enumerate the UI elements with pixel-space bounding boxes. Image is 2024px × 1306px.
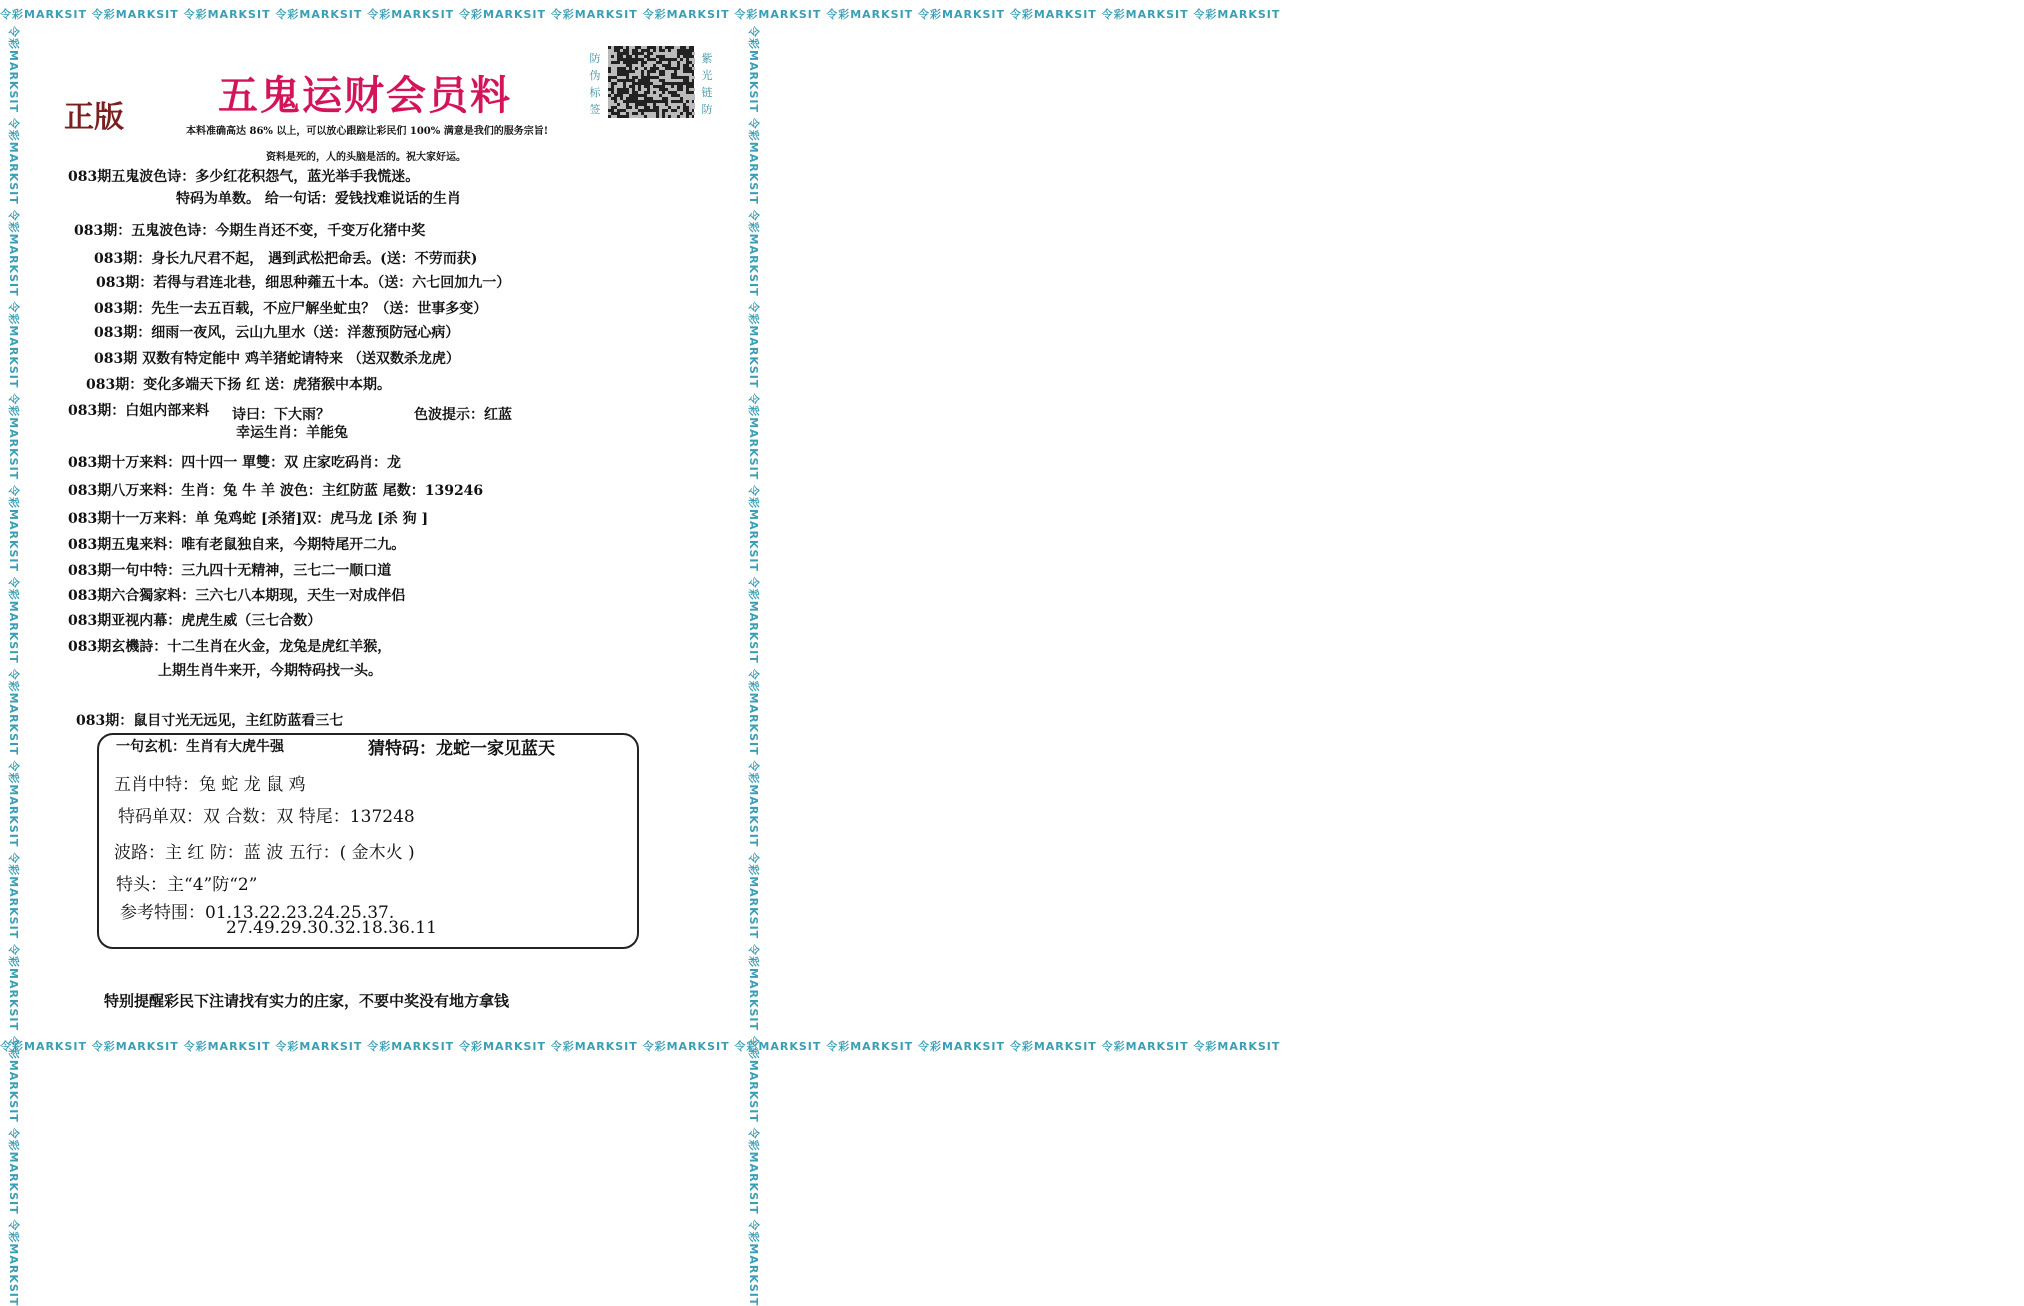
line-6: 083期：细雨一夜风，云山九里水（送：洋葱预防冠心病）	[94, 325, 460, 341]
box-five-zodiac: 五肖中特：兔 蛇 龙 鼠 鸡	[114, 775, 306, 795]
line-15: 083期六合獨家料：三六七八本期现，天生一对成伴侣	[68, 588, 406, 604]
line-10: 083期十万来料：四十四一 單雙：双 庄家吃码肖：龙	[68, 455, 401, 471]
line-5: 083期：先生一去五百载，不应尸解坐虻虫？（送：世事多变）	[94, 301, 488, 317]
border-top: 令彩MARKSIT 令彩MARKSIT 令彩MARKSIT 令彩MARKSIT 令彩MARKSIT 令彩MARKSIT 令彩MARKSIT 令彩MARKSIT 令彩MARKSIT 令彩MARKSIT 令彩MARKSIT 令彩MARKSIT 令彩MARKSIT 令彩MARKSIT	[0, 8, 1281, 21]
box-range-2: 27.49.29.30.32.18.36.11	[226, 918, 437, 938]
line-14: 083期一句中特：三九四十无精神，三七二一顺口道	[68, 563, 392, 579]
line-1b: 特码为单数。 给一句话：爱钱找难说话的生肖	[176, 191, 461, 207]
line-12: 083期十一万来料：单 兔鸡蛇 [杀猪]双：虎马龙 [杀 狗 ]	[68, 511, 429, 527]
border-left: 令彩MARKSIT 令彩MARKSIT 令彩MARKSIT 令彩MARKSIT 令彩MARKSIT 令彩MARKSIT 令彩MARKSIT 令彩MARKSIT 令彩MARKSIT 令彩MARKSIT 令彩MARKSIT 令彩MARKSIT 令彩MARKSIT 令彩MARKSIT	[7, 26, 20, 1306]
line-11: 083期八万来料：生肖：兔 牛 羊 波色：主红防蓝 尾数：139246	[68, 483, 484, 499]
line-16: 083期亚视内幕：虎虎生威（三七合数）	[68, 613, 322, 629]
page-title: 五鬼运财会员料	[218, 72, 512, 119]
line-9b: 诗曰：下大雨？	[232, 407, 330, 423]
border-right: 令彩MARKSIT 令彩MARKSIT 令彩MARKSIT 令彩MARKSIT 令彩MARKSIT 令彩MARKSIT 令彩MARKSIT 令彩MARKSIT 令彩MARKSIT 令彩MARKSIT 令彩MARKSIT 令彩MARKSIT 令彩MARKSIT 令彩MARKSIT	[747, 26, 760, 1306]
box-odd-even: 特码单双：双 合数：双 特尾：137248	[118, 807, 415, 827]
anticounterfeit-label-right: 紫光链防	[701, 52, 713, 116]
tagline-2: 资料是死的，人的头脑是活的。祝大家好运。	[266, 152, 466, 163]
box-guess: 猜特码：龙蛇一家见蓝天	[368, 739, 555, 759]
box-head: 特头：主“4”防“2”	[116, 875, 258, 895]
footer-notice: 特别提醒彩民下注请找有实力的庄家，不要中奖没有地方拿钱	[104, 992, 510, 1010]
zhengban-label: 正版	[64, 100, 124, 135]
line-8: 083期：变化多端天下扬 红 送：虎猪猴中本期。	[86, 377, 391, 393]
line-17a: 083期玄機詩：十二生肖在火金，龙兔是虎红羊猴，	[68, 639, 392, 655]
line-9a: 083期：白姐内部来料	[68, 403, 210, 419]
line-7: 083期 双数有特定能中 鸡羊猪蛇请特来 （送双数杀龙虎）	[94, 351, 460, 367]
box-riddle: 一句玄机：生肖有大虎牛强	[116, 739, 284, 755]
line-2: 083期：五鬼波色诗：今期生肖还不变，千变万化猪中奖	[74, 223, 426, 239]
line-17b: 上期生肖牛来开，今期特码找一头。	[158, 663, 382, 679]
line-3: 083期：身长九尺君不起， 遇到武松把命丢。(送：不劳而获)	[94, 251, 478, 267]
border-bottom: 令彩MARKSIT 令彩MARKSIT 令彩MARKSIT 令彩MARKSIT 令彩MARKSIT 令彩MARKSIT 令彩MARKSIT 令彩MARKSIT 令彩MARKSIT 令彩MARKSIT 令彩MARKSIT 令彩MARKSIT 令彩MARKSIT 令彩MARKSIT	[0, 1040, 1281, 1053]
security-code-image	[608, 46, 694, 118]
box-wave: 波路：主 红 防：蓝 波 五行：( 金木火 )	[114, 843, 415, 863]
line-9c: 色波提示：红蓝	[414, 407, 512, 423]
anticounterfeit-label-left: 防伪标签	[589, 52, 601, 116]
line-4: 083期：若得与君连北巷，细思种蕹五十本。（送：六七回加九一）	[96, 275, 511, 291]
tagline-1: 本料准确高达 86% 以上，可以放心跟踪让彩民们 100% 满意是我们的服务宗旨!	[186, 126, 549, 137]
box-range-1: 参考特围：01.13.22.23.24.25.37.	[120, 903, 395, 923]
line-9d: 幸运生肖：羊能兔	[236, 425, 348, 441]
line-13: 083期五鬼来料：唯有老鼠独自来，今期特尾开二九。	[68, 537, 406, 553]
line-1a: 083期五鬼波色诗：多少红花积怨气，蓝光举手我慌迷。	[68, 169, 420, 185]
line-18: 083期：鼠目寸光无远见，主红防蓝看三七	[76, 713, 344, 729]
